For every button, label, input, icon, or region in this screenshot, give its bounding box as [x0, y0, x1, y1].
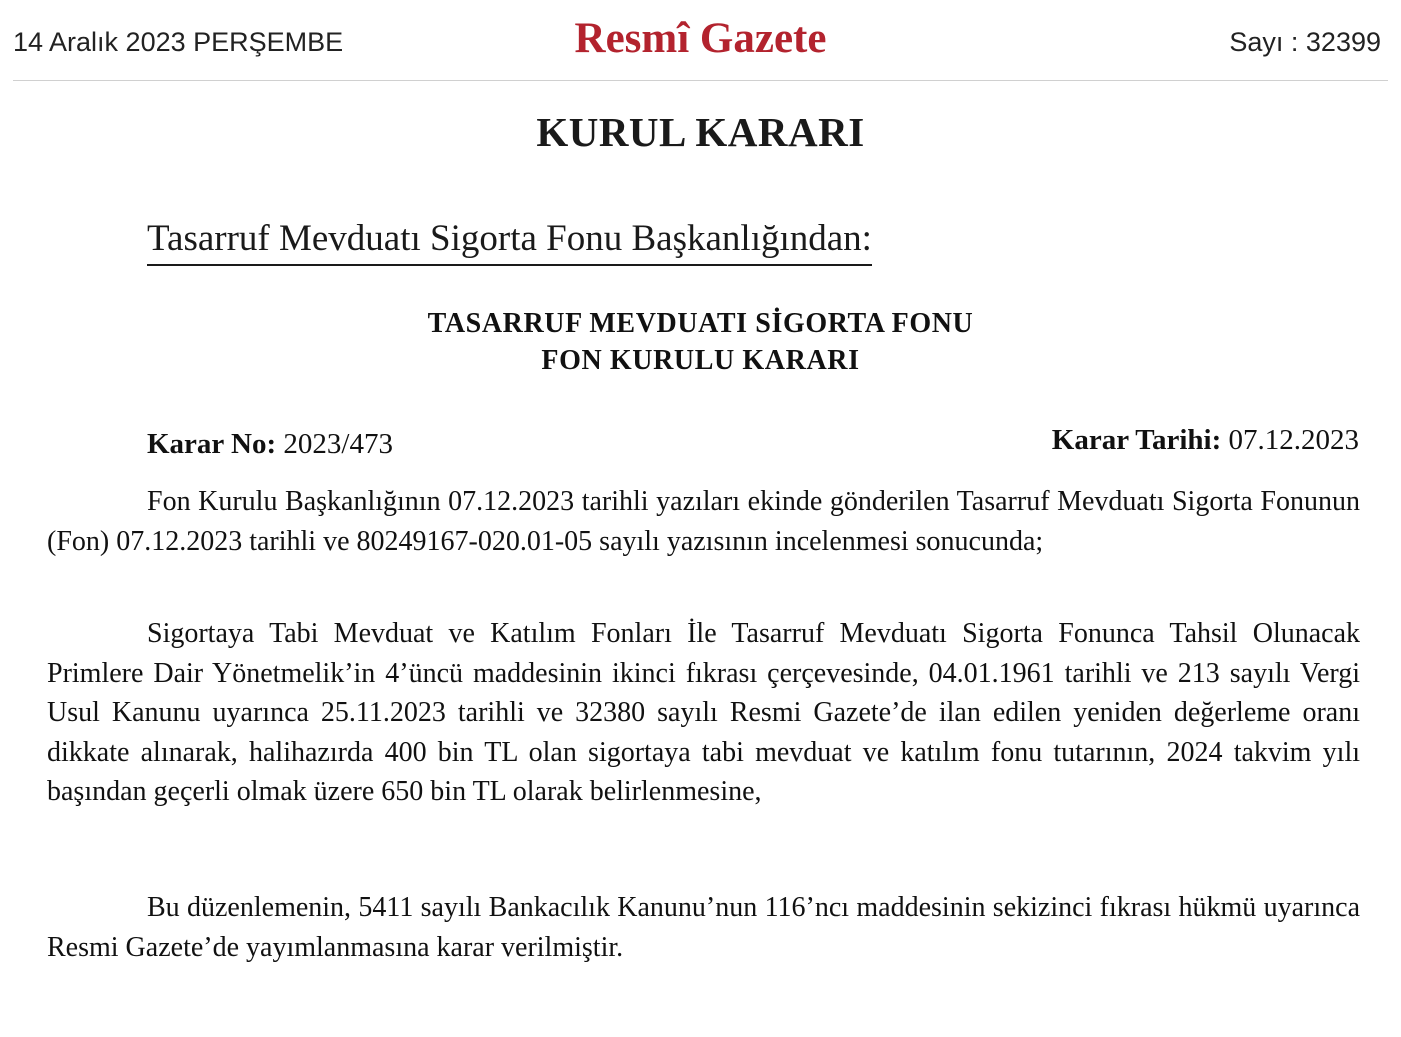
decision-number-label: Karar No:: [147, 428, 277, 460]
decision-date: [1052, 424, 1359, 457]
decision-number: [147, 428, 393, 461]
issuing-institution: Tasarruf Mevduatı Sigorta Fonu Başkanlığından:: [147, 216, 872, 266]
issue-number: Sayı : 32399: [1229, 27, 1381, 57]
document-title-line-1: TASARRUF MEVDUATI SİGORTA FONU: [427, 308, 974, 339]
body-paragraph-3: Bu düzenlemenin, 5411 sayılı Bankacılık Kanunu’nun 116’ncı maddesinin sekizinci fıkrası hükmü uyarınca Resmi Gazete’de yayımlanmasına karar verilmiştir.: [47, 892, 1360, 963]
gazette-title: Resmî Gazete: [574, 15, 827, 62]
header-divider: [13, 80, 1388, 81]
page-header: [0, 0, 1401, 80]
decision-date-label: Karar Tarihi:: [1051, 424, 1222, 456]
publication-date: 14 Aralık 2023 PERŞEMBE: [13, 27, 344, 57]
body-paragraph-2: Sigortaya Tabi Mevduat ve Katılım Fonları İle Tasarruf Mevduatı Sigorta Fonunca Tahsil Olunacak Primlere Dair Yönetmelik’in 4’üncü maddesinin ikinci fıkrası çerçevesinde, 04.01.1961 tarihli ve 213 sayılı Vergi Usul Kanunu uyarınca 25.11.2023 tarihli ve 32380 sayılı Resmi Gazete’de ilan edilen yeniden değerleme oranı dikkate alınarak, halihazırda 400 bin TL olan sigortaya tabi mevduat ve katılım fonu tutarının, 2024 takvim yılı başından geçerli olmak üzere 650 bin TL olarak belirlenmesine,: [47, 618, 1360, 807]
document-title-line-2: FON KURULU KARARI: [541, 345, 860, 376]
section-heading: KURUL KARARI: [536, 109, 865, 155]
decision-date-value: 07.12.2023: [1228, 424, 1359, 456]
decision-number-value: 2023/473: [283, 428, 393, 460]
body-paragraph-1: Fon Kurulu Başkanlığının 07.12.2023 tarihli yazıları ekinde gönderilen Tasarruf Mevduatı Sigorta Fonunun (Fon) 07.12.2023 tarihli ve 80249167-020.01-05 sayılı yazısının incelenmesi sonucunda;: [47, 486, 1360, 557]
document-title: [0, 305, 1401, 379]
